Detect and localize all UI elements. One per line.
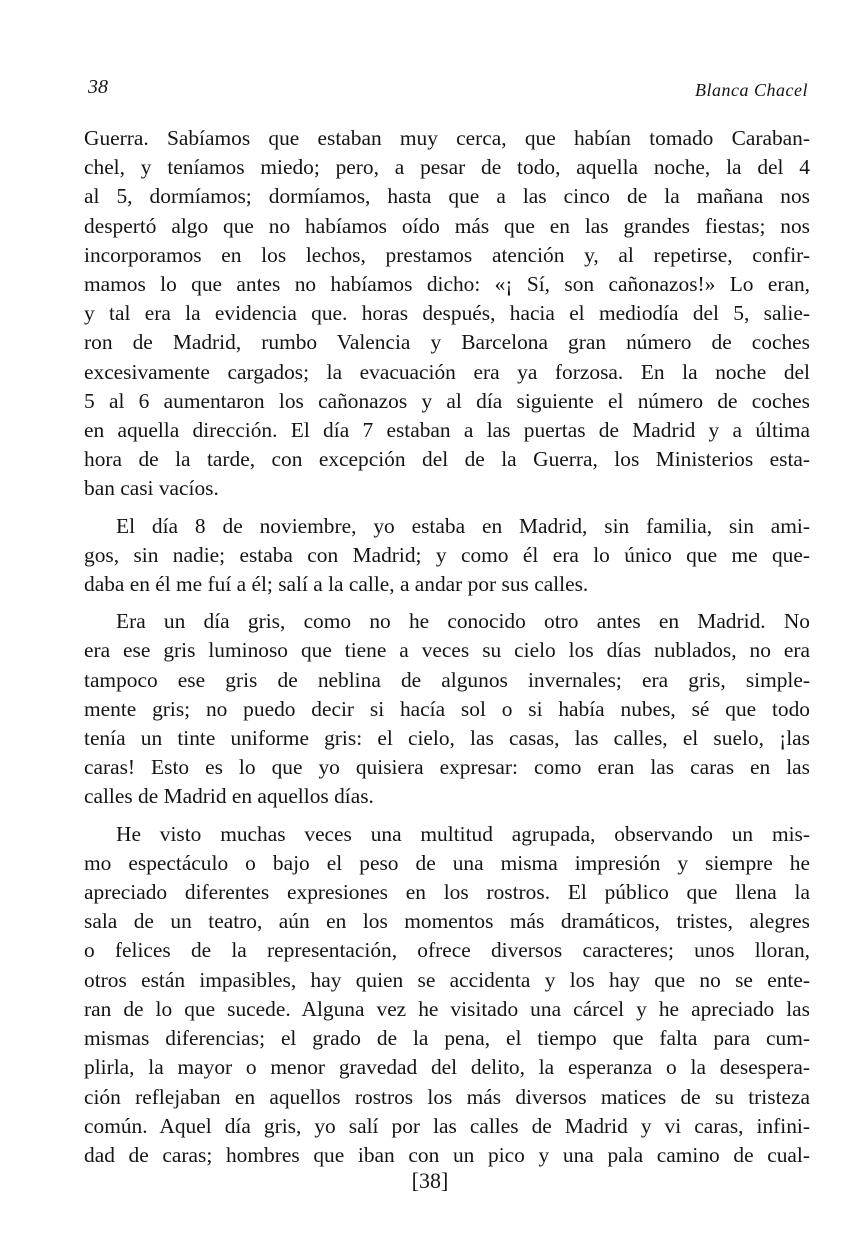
paragraph bbox=[84, 820, 810, 1170]
page-number: 38 bbox=[88, 76, 108, 98]
text-line: Guerra. Sabíamos que estaban muy cerca, que habían tomado Caraban- bbox=[84, 126, 810, 150]
text-line: mente gris; no puedo decir si hacía sol o si había nubes, sé que todo bbox=[84, 696, 810, 721]
text-line: era ese gris luminoso que tiene a veces su cielo los días nublados, no era bbox=[84, 638, 810, 663]
text-line: tenía un tinte uniforme gris: el cielo, las casas, las calles, el suelo, ¡las bbox=[84, 726, 810, 751]
paragraph bbox=[84, 512, 810, 600]
text-line: plirla, la mayor o menor gravedad del delito, la esperanza o la desespera- bbox=[84, 1055, 810, 1080]
text-line: y tal era la evidencia que. horas después, hacia el mediodía del 5, salie- bbox=[84, 301, 810, 326]
text-line: He visto muchas veces una multitud agrupada, observando un mis- bbox=[116, 821, 810, 846]
text-line: chel, y teníamos miedo; pero, a pesar de todo, aquella noche, la del 4 bbox=[84, 155, 810, 180]
text-line: daba en él me fuí a él; salí a la calle, a andar por sus calles. bbox=[84, 572, 589, 597]
text-line: caras! Esto es lo que yo quisiera expresar: como eran las caras en las bbox=[84, 755, 810, 780]
text-line: mismas diferencias; el grado de la pena, el tiempo que falta para cum- bbox=[84, 1026, 810, 1051]
text-line: común. Aquel día gris, yo salí por las calles de Madrid y vi caras, infini- bbox=[84, 1113, 810, 1138]
running-head: Blanca Chacel bbox=[695, 80, 808, 100]
text-line: 5 al 6 aumentaron los cañonazos y al día siguiente el número de coches bbox=[84, 388, 810, 413]
text-line: gos, sin nadie; estaba con Madrid; y como él era lo único que me que- bbox=[84, 542, 810, 567]
text-line: tampoco ese gris de neblina de algunos invernales; era gris, simple- bbox=[84, 667, 810, 692]
text-line: al 5, dormíamos; dormíamos, hasta que a las cinco de la mañana nos bbox=[84, 184, 810, 209]
text-line: sala de un teatro, aún en los momentos más dramáticos, tristes, alegres bbox=[84, 909, 810, 934]
text-line: calles de Madrid en aquellos días. bbox=[84, 784, 374, 809]
text-line: ción reflejaban en aquellos rostros los más diversos matices de su tristeza bbox=[84, 1084, 810, 1109]
text-line: hora de la tarde, con excepción del de la Guerra, los Ministerios esta- bbox=[84, 447, 810, 472]
text-line: ron de Madrid, rumbo Valencia y Barcelona gran número de coches bbox=[84, 330, 810, 355]
paragraph bbox=[84, 124, 810, 504]
text-line: en aquella dirección. El día 7 estaban a las puertas de Madrid y a última bbox=[84, 418, 810, 443]
text-line: ran de lo que sucede. Alguna vez he visitado una cárcel y he apreciado las bbox=[84, 996, 810, 1021]
text-line: excesivamente cargados; la evacuación era ya forzosa. En la noche del bbox=[84, 359, 810, 384]
text-line: dad de caras; hombres que iban con un pico y una pala camino de cual- bbox=[84, 1142, 810, 1167]
body-text bbox=[84, 124, 810, 1178]
text-line: mamos lo que antes no habíamos dicho: «¡ Sí, son cañonazos!» Lo eran, bbox=[84, 272, 810, 297]
text-line: despertó algo que no habíamos oído más que en las grandes fiestas; nos bbox=[84, 213, 810, 238]
text-line: o felices de la representación, ofrece diversos caracteres; unos lloran, bbox=[84, 938, 810, 963]
text-line: otros están impasibles, hay quien se accidenta y los hay que no se ente- bbox=[84, 967, 810, 992]
text-line: Era un día gris, como no he conocido otro antes en Madrid. No bbox=[116, 609, 810, 634]
text-line: incorporamos en los lechos, prestamos atención y, al repetirse, confir- bbox=[84, 242, 810, 267]
folio: [38] bbox=[411, 1168, 449, 1193]
text-line: mo espectáculo o bajo el peso de una misma impresión y siempre he bbox=[84, 850, 810, 875]
text-line: apreciado diferentes expresiones en los rostros. El público que llena la bbox=[84, 880, 810, 905]
paragraph bbox=[84, 607, 810, 811]
text-line: El día 8 de noviembre, yo estaba en Madrid, sin familia, sin ami- bbox=[116, 513, 810, 538]
text-line: ban casi vacíos. bbox=[84, 476, 219, 501]
